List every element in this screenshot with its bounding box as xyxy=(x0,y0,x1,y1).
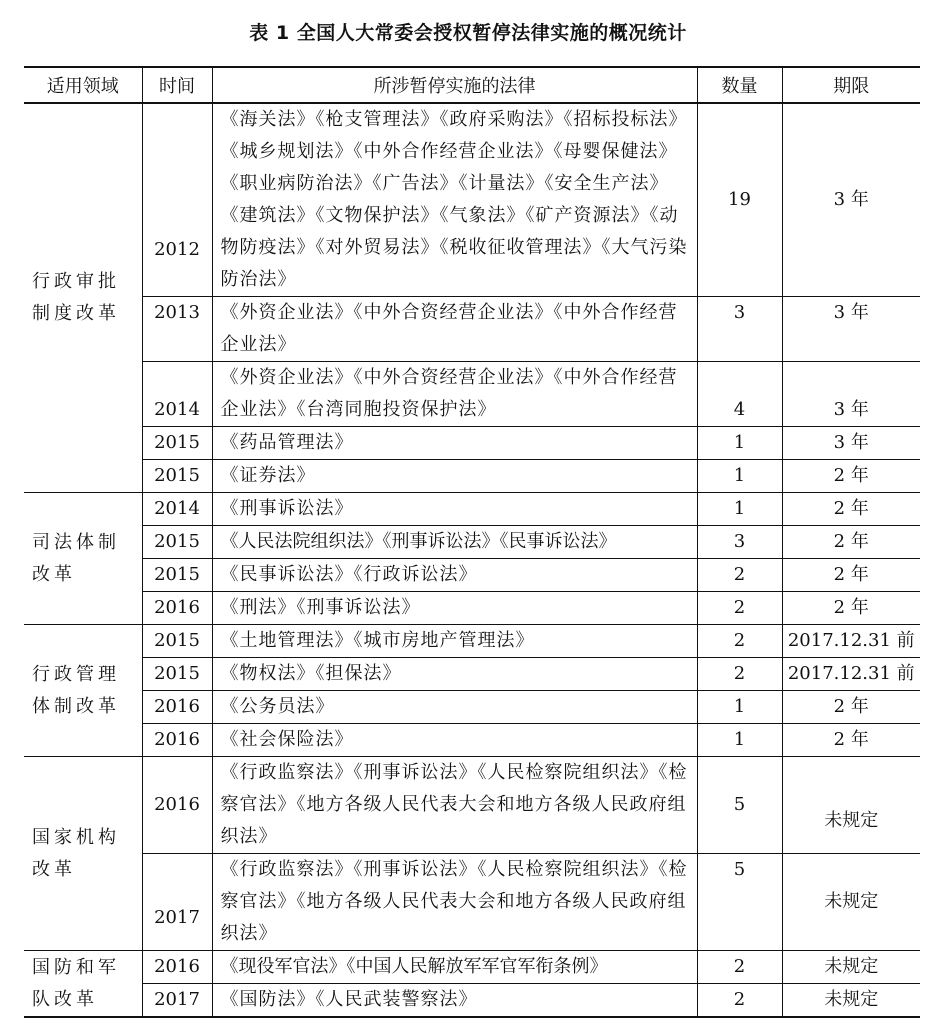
table-row xyxy=(24,493,920,526)
year-cell: 2017 xyxy=(142,854,212,951)
count-cell: 2 xyxy=(697,592,782,625)
laws-cell: 《社会保险法》 xyxy=(212,724,697,757)
table-row xyxy=(24,658,920,691)
laws-cell: 《物权法》《担保法》 xyxy=(212,658,697,691)
table-row xyxy=(24,460,920,493)
header-laws: 所涉暂停实施的法律 xyxy=(212,67,697,103)
term-cell: 2 年 xyxy=(782,592,920,625)
table-title: 表 1 全国人大常委会授权暂停法律实施的概况统计 xyxy=(249,22,687,44)
laws-cell: 《证券法》 xyxy=(212,460,697,493)
year-cell: 2015 xyxy=(142,427,212,460)
area-cell: 司法体制改革 xyxy=(24,493,142,625)
count-cell: 4 xyxy=(697,362,782,427)
laws-cell: 《刑法》《刑事诉讼法》 xyxy=(212,592,697,625)
term-cell: 未规定 xyxy=(782,984,920,1018)
term-cell: 2017.12.31 前 xyxy=(782,625,920,658)
year-cell: 2014 xyxy=(142,362,212,427)
laws-cell: 《民事诉讼法》《行政诉讼法》 xyxy=(212,559,697,592)
term-cell: 2 年 xyxy=(782,724,920,757)
table-row xyxy=(24,951,920,984)
count-cell: 1 xyxy=(697,691,782,724)
year-cell: 2015 xyxy=(142,526,212,559)
table-row xyxy=(24,724,920,757)
area-cell: 行政管理体制改革 xyxy=(24,625,142,757)
year-cell: 2012 xyxy=(142,103,212,297)
laws-cell: 《药品管理法》 xyxy=(212,427,697,460)
table-row xyxy=(24,691,920,724)
count-cell: 1 xyxy=(697,427,782,460)
count-cell: 3 xyxy=(697,526,782,559)
year-cell: 2016 xyxy=(142,592,212,625)
table-row xyxy=(24,854,920,951)
term-cell: 3 年 xyxy=(782,362,920,427)
laws-cell: 《海关法》《枪支管理法》《政府采购法》《招标投标法》《城乡规划法》《中外合作经营企业法》《母婴保健法》《职业病防治法》《广告法》《计量法》《安全生产法》《建筑法》《文物保护法》《气象法》《矿产资源法》《动物防疫法》《对外贸易法》《税收征收管理法》《大气污染防治法》 xyxy=(212,103,697,297)
count-cell: 5 xyxy=(697,757,782,854)
term-cell: 2 年 xyxy=(782,460,920,493)
laws-cell: 《外资企业法》《中外合资经营企业法》《中外合作经营企业法》 xyxy=(212,297,697,362)
term-cell: 2 年 xyxy=(782,493,920,526)
suspension-statistics-table xyxy=(24,66,920,1018)
table-row xyxy=(24,592,920,625)
table-row xyxy=(24,625,920,658)
term-cell: 未规定 xyxy=(782,854,920,951)
header-year: 时间 xyxy=(142,67,212,103)
term-cell: 2 年 xyxy=(782,559,920,592)
year-cell: 2015 xyxy=(142,625,212,658)
term-cell: 3 年 xyxy=(782,297,920,362)
term-cell: 3 年 xyxy=(782,103,920,297)
header-row xyxy=(24,67,920,103)
area-cell: 行政审批制度改革 xyxy=(24,103,142,493)
count-cell: 2 xyxy=(697,658,782,691)
table-row xyxy=(24,103,920,297)
laws-cell: 《国防法》《人民武装警察法》 xyxy=(212,984,697,1018)
year-cell: 2016 xyxy=(142,691,212,724)
term-cell: 2017.12.31 前 xyxy=(782,658,920,691)
count-cell: 2 xyxy=(697,559,782,592)
laws-cell: 《刑事诉讼法》 xyxy=(212,493,697,526)
header-count: 数量 xyxy=(697,67,782,103)
count-cell: 2 xyxy=(697,984,782,1018)
area-cell: 国防和军队改革 xyxy=(24,951,142,1018)
laws-cell: 《人民法院组织法》《刑事诉讼法》《民事诉讼法》 xyxy=(212,526,697,559)
term-cell: 3 年 xyxy=(782,427,920,460)
year-cell: 2015 xyxy=(142,658,212,691)
term-cell: 2 年 xyxy=(782,526,920,559)
year-cell: 2015 xyxy=(142,460,212,493)
table-row xyxy=(24,362,920,427)
table-row xyxy=(24,526,920,559)
count-cell: 1 xyxy=(697,460,782,493)
count-cell: 2 xyxy=(697,625,782,658)
count-cell: 5 xyxy=(697,854,782,951)
table-row xyxy=(24,984,920,1018)
year-cell: 2016 xyxy=(142,757,212,854)
year-cell: 2016 xyxy=(142,724,212,757)
table-row xyxy=(24,559,920,592)
laws-cell: 《公务员法》 xyxy=(212,691,697,724)
laws-cell: 《行政监察法》《刑事诉讼法》《人民检察院组织法》《检察官法》《地方各级人民代表大会和地方各级人民政府组织法》 xyxy=(212,757,697,854)
count-cell: 3 xyxy=(697,297,782,362)
laws-cell: 《行政监察法》《刑事诉讼法》《人民检察院组织法》《检察官法》《地方各级人民代表大会和地方各级人民政府组织法》 xyxy=(212,854,697,951)
year-cell: 2015 xyxy=(142,559,212,592)
term-cell: 2 年 xyxy=(782,691,920,724)
term-cell: 未规定 xyxy=(782,951,920,984)
year-cell: 2013 xyxy=(142,297,212,362)
count-cell: 2 xyxy=(697,951,782,984)
year-cell: 2017 xyxy=(142,984,212,1018)
header-area: 适用领域 xyxy=(24,67,142,103)
table-row xyxy=(24,297,920,362)
header-term: 期限 xyxy=(782,67,920,103)
count-cell: 1 xyxy=(697,493,782,526)
table-row xyxy=(24,757,920,854)
year-cell: 2014 xyxy=(142,493,212,526)
term-cell: 未规定 xyxy=(782,757,920,854)
count-cell: 19 xyxy=(697,103,782,297)
count-cell: 1 xyxy=(697,724,782,757)
table-row xyxy=(24,427,920,460)
area-cell: 国家机构改革 xyxy=(24,757,142,951)
year-cell: 2016 xyxy=(142,951,212,984)
laws-cell: 《现役军官法》《中国人民解放军军官军衔条例》 xyxy=(212,951,697,984)
laws-cell: 《外资企业法》《中外合资经营企业法》《中外合作经营企业法》《台湾同胞投资保护法》 xyxy=(212,362,697,427)
laws-cell: 《土地管理法》《城市房地产管理法》 xyxy=(212,625,697,658)
